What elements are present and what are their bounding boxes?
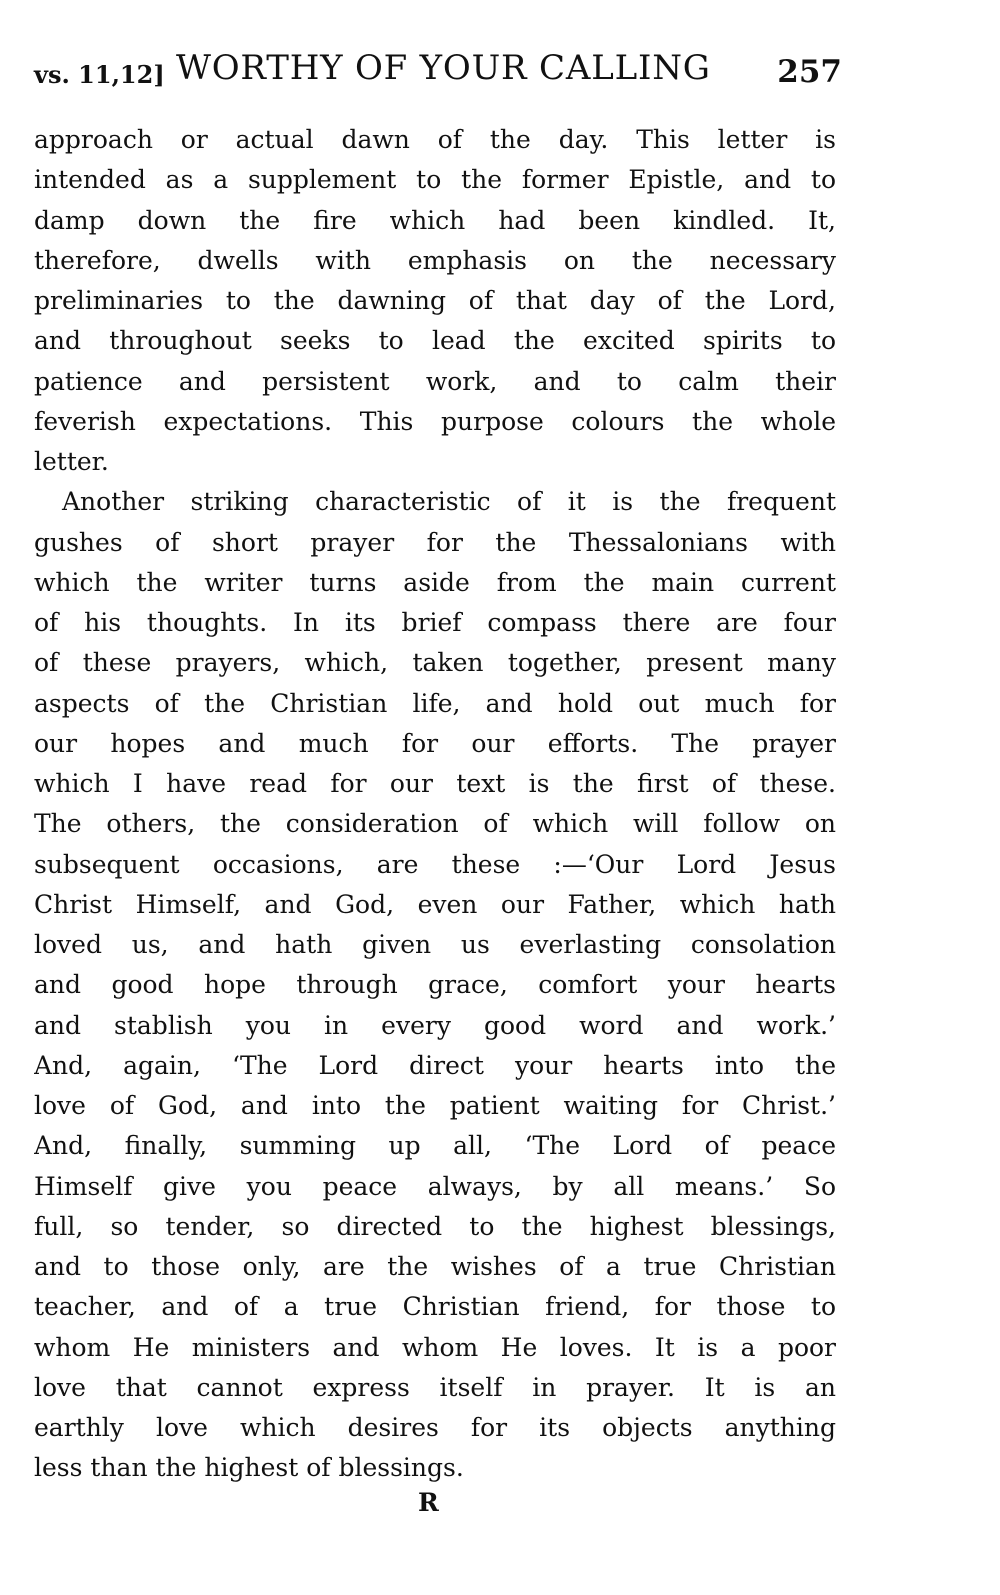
text-line: And, finally, summing up all, ‘The Lord of peace [34,1131,836,1161]
text-line: patience and persistent work, and to calm their [34,366,836,396]
text-line: and good hope through grace, comfort your hearts [34,970,836,1000]
text-line: of these prayers, which, taken together, present many [34,648,836,678]
running-title: WORTHY OF YOUR CALLING [176,48,711,88]
text-line: and throughout seeks to lead the excited spirits to [34,326,836,356]
text-line: of his thoughts. In its brief compass there are four [34,608,836,637]
text-line: And, again, ‘The Lord direct your hearts into the [34,1050,836,1080]
text-line: subsequent occasions, are these :—‘Our Lord Jesus [34,849,836,879]
text-line: teacher, and of a true Christian friend, for those to [34,1292,836,1322]
printer-signature-mark: R [418,1488,439,1517]
text-line: earthly love which desires for its objects anything [34,1413,836,1442]
text-line: damp down the fire which had been kindled. It, [34,205,836,235]
running-verse-reference: vs. 11,12] [34,60,165,89]
text-line: gushes of short prayer for the Thessalonians with [34,527,836,557]
text-line: whom He ministers and whom He loves. It is a poor [34,1332,836,1362]
text-line: therefore, dwells with emphasis on the necessary [34,245,836,275]
text-line: Himself give you peace always, by all means.’ So [34,1171,836,1201]
text-line: Another striking characteristic of it is the frequent [62,487,836,517]
text-line: preliminaries to the dawning of that day of the Lord, [34,286,836,315]
text-line: our hopes and much for our efforts. The prayer [34,728,836,758]
running-header [34,46,842,100]
text-line: love that cannot express itself in prayer. It is an [34,1372,836,1402]
text-line: intended as a supplement to the former Epistle, and to [34,165,836,195]
text-line: which the writer turns aside from the main current [34,567,836,597]
text-line: letter. [34,447,109,476]
text-line: and to those only, are the wishes of a true Christian [34,1252,836,1281]
text-line: love of God, and into the patient waiting for Christ.’ [34,1091,836,1120]
text-line: aspects of the Christian life, and hold out much for [34,688,836,718]
text-line: which I have read for our text is the first of these. [34,769,836,798]
text-line: The others, the consideration of which will follow on [34,809,836,839]
page-number: 257 [777,54,842,90]
text-line: and stablish you in every good word and work.’ [34,1010,836,1040]
text-line: Christ Himself, and God, even our Father, which hath [34,889,836,919]
text-line: less than the highest of blessings. [34,1453,464,1483]
text-line: feverish expectations. This purpose colours the whole [34,406,836,436]
text-line: loved us, and hath given us everlasting consolation [34,930,836,959]
text-line: approach or actual dawn of the day. This letter is [34,125,836,154]
text-line: full, so tender, so directed to the highest blessings, [34,1211,836,1241]
body-text [34,120,836,1489]
